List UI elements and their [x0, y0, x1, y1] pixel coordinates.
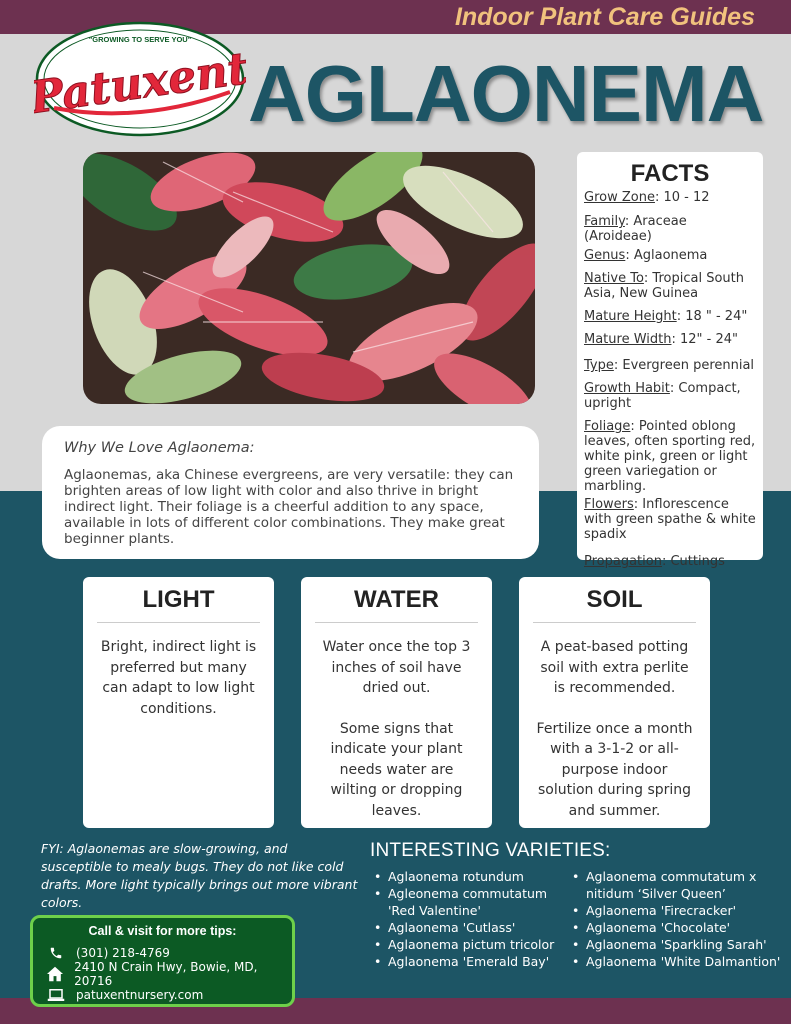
list-item: • Aglaonema commutatum x nitidum ‘Silver Queen’	[570, 868, 782, 902]
water-card	[301, 577, 492, 828]
fact-value: : 12" - 24"	[671, 332, 738, 347]
fact-key: Mature Height	[584, 309, 677, 324]
fact-value: : Cuttings	[661, 554, 725, 569]
water-title: WATER	[315, 586, 478, 623]
fact-foliage	[584, 419, 756, 494]
list-item: • Aglaonema 'Emerald Bay'	[372, 953, 572, 970]
fact-key: Grow Zone	[584, 190, 655, 205]
fact-key: Genus	[584, 248, 626, 263]
why-title: Why We Love Aglaonema:	[64, 440, 255, 456]
address: 2410 N Crain Hwy, Bowie, MD, 20716	[74, 959, 258, 988]
fact-value: : Tropical South Asia, New Guinea	[584, 271, 744, 301]
fact-native-to	[584, 271, 756, 301]
list-item: • Aglaonema pictum tricolor	[372, 936, 572, 953]
fact-mature-height	[584, 309, 756, 324]
fact-key: Mature Width	[584, 332, 672, 347]
fact-type	[584, 358, 756, 373]
fyi-note: FYI: Aglaonemas are slow-growing, and susceptible to mealy bugs. They do not like cold drafts. More light typically brings out more vibrant colors.	[41, 841, 358, 910]
fact-key: Native To	[584, 271, 644, 286]
why-body: Aglaonemas, aka Chinese evergreens, are very versatile: they can brighten areas of low light with color and also thrive in bright indirect light. Their foliage is a cheerful addition to any space, available in lots of different color combinations. They make great beginner plants.	[64, 467, 514, 547]
address-row[interactable]	[45, 959, 280, 988]
fact-value: : Pointed oblong leaves, often sporting red, white pink, green or light green variegation or marbling.	[584, 419, 756, 494]
fact-key: Propagation	[584, 554, 662, 569]
contact-box	[30, 915, 295, 1007]
varieties-title: INTERESTING VARIETIES:	[370, 840, 611, 861]
fact-key: Type	[584, 358, 614, 373]
contact-title: Call & visit for more tips:	[88, 924, 237, 938]
list-item: • Aglaonema 'Sparkling Sarah'	[570, 936, 782, 953]
fact-value: : Inflorescence with green spathe & white spadix	[584, 497, 756, 542]
home-icon	[45, 966, 65, 982]
logo-tagline: "GROWING TO SERVE YOU"	[88, 35, 192, 44]
fact-key: Flowers	[584, 497, 634, 512]
phone-number: (301) 218-4769	[76, 945, 170, 960]
water-signs-text: Some signs that indicate your plant needs water are wilting or dropping leaves.	[330, 720, 463, 819]
list-item: • Aglaonema 'Cutlass'	[372, 919, 572, 936]
fact-genus	[584, 248, 756, 263]
soil-text: A peat-based potting soil with extra perlite is recommended.	[540, 639, 689, 696]
water-text: Water once the top 3 inches of soil have dried out.	[322, 639, 471, 696]
fact-grow-zone	[584, 190, 756, 205]
list-item: • Aglaonema 'White Dalmantion'	[570, 953, 782, 970]
fact-family	[584, 214, 756, 244]
fact-propagation	[584, 554, 756, 569]
website-link[interactable]: patuxentnursery.com	[76, 987, 204, 1002]
page-title: AGLAONEMA	[248, 49, 764, 138]
fact-mature-width	[584, 332, 756, 347]
fact-value: : Araceae (Aroideae)	[584, 214, 687, 244]
light-title: LIGHT	[97, 586, 260, 623]
fact-key: Family	[584, 214, 625, 229]
patuxent-logo	[34, 20, 246, 138]
phone-icon	[45, 945, 67, 961]
laptop-icon	[45, 987, 67, 1003]
why-we-love-box	[42, 426, 539, 559]
varieties-list-2	[570, 868, 782, 970]
fact-key: Foliage	[584, 419, 631, 434]
fact-key: Growth Habit	[584, 381, 670, 396]
fact-value: : 18 " - 24"	[676, 309, 748, 324]
fact-flowers	[584, 497, 756, 542]
soil-card	[519, 577, 710, 828]
soil-title: SOIL	[533, 586, 696, 623]
list-item: • Aglaonema 'Chocolate'	[570, 919, 782, 936]
fact-value: : Evergreen perennial	[613, 358, 755, 373]
fertilize-text: Fertilize once a month with a 3-1-2 or all-purpose indoor solution during spring and summer.	[536, 720, 693, 819]
light-card	[83, 577, 274, 828]
list-item: • Aglaonema rotundum	[372, 868, 572, 885]
list-item: • Agleonema commutatum 'Red Valentine'	[372, 885, 572, 919]
facts-panel	[577, 152, 763, 569]
fact-value: : 10 - 12	[654, 190, 710, 205]
facts-title: FACTS	[630, 160, 710, 187]
fact-value: : Compact, upright	[584, 381, 741, 411]
logo-wordmark: Patuxent	[34, 43, 246, 125]
fact-value: : Aglaonema	[625, 248, 708, 263]
aglaonema-photo	[83, 152, 535, 404]
guide-series-title: Indoor Plant Care Guides	[454, 3, 755, 31]
varieties-list-1	[372, 868, 572, 970]
fact-growth-habit	[584, 381, 756, 411]
list-item: • Aglaonema 'Firecracker'	[570, 902, 782, 919]
light-text: Bright, indirect light is preferred but many can adapt to low light conditions.	[100, 639, 257, 717]
